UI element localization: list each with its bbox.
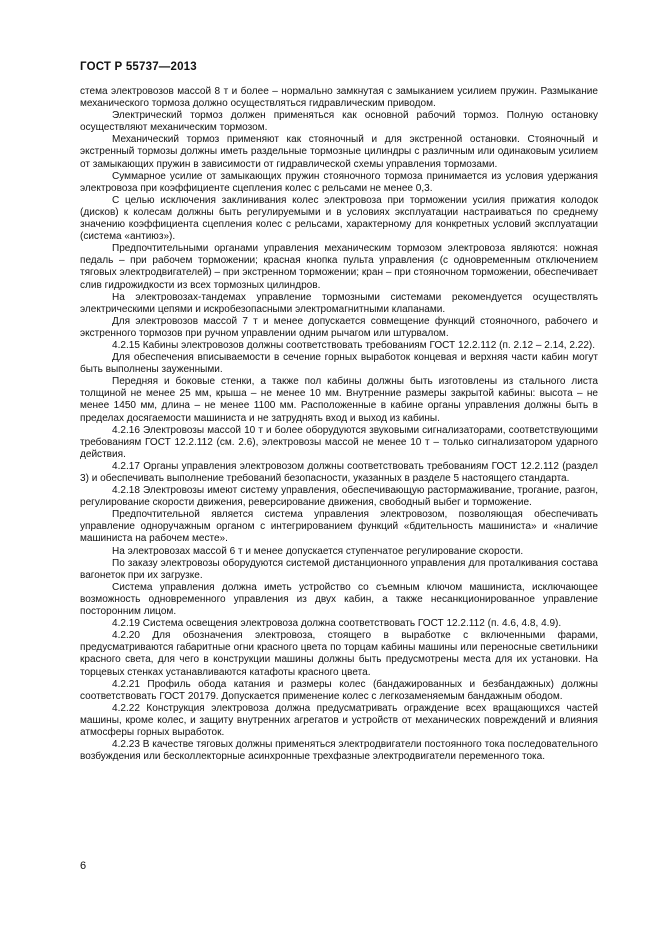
- paragraph: Электрический тормоз должен применяться как основной рабочий тормоз. Полную остановку осуществляют механическим тормозом.: [80, 110, 598, 134]
- paragraph: Предпочтительной является система управления электровозом, позволяющая обеспечивать управление одноручажным органом с интегрированием функций «бдительность машиниста» и «наличие машиниста на рабочем месте».: [80, 509, 598, 545]
- clause-4-2-15: 4.2.15 Кабины электровозов должны соответствовать требованиям ГОСТ 12.2.112 (п. 2.12 – 2.14, 2.22).: [112, 339, 596, 351]
- clause-4-2-20: 4.2.20 Для обозначения электровоза, стоящего в выработке с включенными фарами, предусматриваются габаритные огни красного цвета по торцам кабины машины или переносные светильники красного света, для чего в конструкции машины должны быть предусмотрены места для их установки. На торцевых стенках устанавливаются катафоты красного цвета.: [80, 630, 598, 678]
- paragraph: Для обеспечения вписываемости в сечение горных выработок концевая и верхняя части кабин могут быть выполнены зауженными.: [80, 352, 598, 376]
- paragraph: Система управления должна иметь устройство со съемным ключом машиниста, исключающее возможность одновременного управления из двух кабин, а также несанкционированное управление посторонним лицом.: [80, 581, 598, 618]
- clause-4-2-17: 4.2.17 Органы управления электровозом должны соответствовать требованиям ГОСТ 12.2.112 (раздел 3) и обеспечивать выполнение требований безопасности, указанных в разделе 5 настоящего стандарта.: [80, 460, 598, 484]
- paragraph: Для электровозов массой 7 т и менее допускается совмещение функций стояночного, рабочего и экстренного тормозов при ручном управлении одним рычагом или штурвалом.: [80, 315, 598, 339]
- paragraph: Предпочтительными органами управления механическим тормозом электровоза являются: ножная педаль – при рабочем торможении; красная кнопка пульта управления (с одновременным отключением тяговых электродвигателей) – при экстренном торможении; кран – при стояночном торможении, обеспечивает слив гидрожидкости из всех тормозных цилиндров.: [80, 243, 598, 291]
- clause-4-2-23: 4.2.23 В качестве тяговых должны применяться электродвигатели постоянного тока последовательного возбуждения или бесколлекторные асинхронные трехфазные электродвигатели переменного тока.: [80, 739, 598, 763]
- clause-4-2-22: 4.2.22 Конструкция электровоза должна предусматривать ограждение всех вращающихся частей машины, кроме колес, и защиту внутренних агрегатов и устройств от механических повреждений и влияния атмосферы горных выработок.: [80, 702, 598, 738]
- paragraph: стема электровозов массой 8 т и более – нормально замкнутая с замыканием усилием пружин. Размыкание механического тормоза должно осуществляться гидравлическим приводом.: [80, 86, 598, 110]
- paragraph: На электровозах массой 6 т и менее допускается ступенчатое регулирование скорости.: [112, 545, 524, 557]
- paragraph: По заказу электровозы оборудуются системой дистанционного управления для проталкивания состава вагонеток при их загрузке.: [80, 557, 598, 581]
- clause-4-2-19: 4.2.19 Система освещения электровоза должна соответствовать ГОСТ 12.2.112 (п. 4.6, 4.8, 4.9).: [112, 618, 562, 630]
- document-body: [80, 86, 598, 763]
- page-number: 6: [80, 860, 87, 872]
- paragraph: На электровозах-тандемах управление тормозными системами рекомендуется осуществлять электрическими цепями и искробезопасными электромагнитными клапанами.: [80, 291, 598, 315]
- clause-4-2-18: 4.2.18 Электровозы имеют систему управления, обеспечивающую растормаживание, трогание, разгон, регулирование скорости движения, реверсирование движения, свободный выбег и торможение.: [80, 485, 598, 509]
- standard-code-header: ГОСТ Р 55737—2013: [80, 61, 197, 73]
- clause-4-2-16: 4.2.16 Электровозы массой 10 т и более оборудуются звуковыми сигнализаторами, соответствующими требованиям ГОСТ 12.2.112 (см. 2.6), электровозы массой не менее 10 т – только сигнализатором ударного действия.: [80, 424, 598, 460]
- paragraph: С целью исключения заклинивания колес электровоза при торможении усилия прижатия колодок (дисков) к колесам должны быть регулируемыми и в условиях эксплуатации настраиваться по среднему значению коэффициента сцепления колес с рельсами, характерному для конкретных условий эксплуатации (система «антиюз»).: [80, 194, 598, 243]
- paragraph: Механический тормоз применяют как стояночный и для экстренной остановки. Стояночный и экстренный тормозы должны иметь раздельные тормозные цилиндры с различным или одинаковым усилием от замыкающих пружин в зависимости от гидравлической схемы управления тормозами.: [80, 134, 598, 170]
- clause-4-2-21: 4.2.21 Профиль обода катания и размеры колес (бандажированных и безбандажных) должны соответствовать ГОСТ 20179. Допускается применение колес с легкозаменяемым бандажным ободом.: [80, 678, 598, 702]
- paragraph: Передняя и боковые стенки, а также пол кабины должны быть изготовлены из стального листа толщиной не менее 25 мм, крыша – не менее 10 мм. Внутренние размеры закрытой кабины: высота – не менее 1450 мм, длина – не менее 1100 мм. Расположенные в кабине органы управления должны быть в пределах досягаемости машиниста и не затруднять вход и выход из кабины.: [80, 376, 598, 424]
- paragraph: Суммарное усилие от замыкающих пружин стояночного тормоза принимается из условия удержания электровоза при коэффициенте сцепления колес с рельсами не менее 0,3.: [80, 170, 598, 194]
